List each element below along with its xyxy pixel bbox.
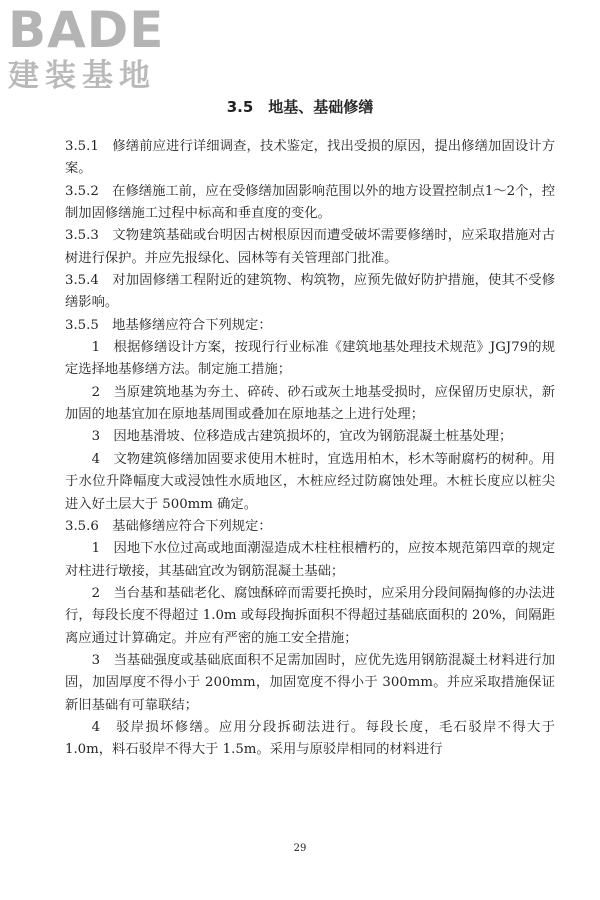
section-title: 3.5 地基、基础修缮 — [226, 98, 374, 116]
clause-3-5-6: 3.5.6 基础修缮应符合下列规定： — [65, 518, 272, 534]
clause-3-5-5-item-1: 1 根据修缮设计方案，按现行行业标准《建筑地基处理技术规范》JGJ79的规定选择地基修缮方法。制定施工措施； — [65, 340, 555, 378]
document-body — [65, 136, 555, 762]
clause-3-5-1: 3.5.1 修缮前应进行详细调查，技术鉴定，找出受损的原因，提出修缮加固设计方案。 — [65, 139, 555, 177]
clause-3-5-5-item-2: 2 当原建筑地基为夯土、碎砖、砂石或灰土地基受损时，应保留历史原状，新加固的地基宜加在原地基周围或叠加在原地基之上进行处理； — [65, 384, 555, 423]
clause-3-5-6-item-4: 4 驳岸损坏修缮。应用分段拆砌法进行。每段长度，毛石驳岸不得大于 1.0m，料石驳岸不得大于 1.5m。采用与原驳岸相同的材料进行 — [65, 719, 555, 758]
clause-3-5-4: 3.5.4 对加固修缮工程附近的建筑物、构筑物，应预先做好防护措施，使其不受修缮影响。 — [65, 273, 555, 311]
clause-3-5-5-item-3: 3 因地基滑坡、位移造成古建筑损坏的，宜改为钢筋混凝土桩基处理； — [91, 429, 513, 445]
clause-3-5-6-item-3: 3 当基础强度或基础底面积不足需加固时，应优先选用钢筋混凝土材料进行加固，加固厚度不得小于 200mm，加固宽度不得小于 300mm。并应采取措施保证新旧基础有可靠联结； — [65, 652, 555, 713]
clause-3-5-3: 3.5.3 文物建筑基础或台明因古树根原因而遭受破坏需要修缮时，应采取措施对古树进行保护。并应先报绿化、园林等有关管理部门批准。 — [65, 228, 555, 266]
clause-3-5-6-item-2: 2 当台基和基础老化、腐蚀酥碎而需要托换时，应采用分段间隔掏修的办法进行，每段长度不得超过 1.0m 或每段掏拆面积不得超过基础底面积的 20%，间隔距离应通过计算确定。并应有严密的施工安全措施； — [65, 585, 555, 646]
logo-subtitle: 建装基地 — [8, 58, 156, 94]
clause-3-5-5-item-4: 4 文物建筑修缮加固要求使用木桩时，宜选用柏木，杉木等耐腐朽的树种。用于水位升降幅度大或浸蚀性水质地区，木桩应经过防腐蚀处理。木桩长度应以桩尖进入好土层大于 500mm 确定。 — [65, 451, 555, 512]
page-number: 29 — [293, 843, 307, 854]
clause-3-5-5: 3.5.5 地基修缮应符合下列规定： — [65, 317, 272, 333]
bade-logo — [8, 1, 178, 94]
logo-wordmark: BADE — [8, 1, 165, 59]
clause-3-5-2: 3.5.2 在修缮施工前，应在受修缮加固影响范围以外的地方设置控制点1～2个，控制加固修缮施工过程中标高和垂直度的变化。 — [65, 183, 555, 222]
clause-3-5-6-item-1: 1 因地下水位过高或地面潮湿造成木柱柱根槽朽的，应按本规范第四章的规定对柱进行墩接，其基础宜改为钢筋混凝土基础； — [65, 541, 555, 579]
